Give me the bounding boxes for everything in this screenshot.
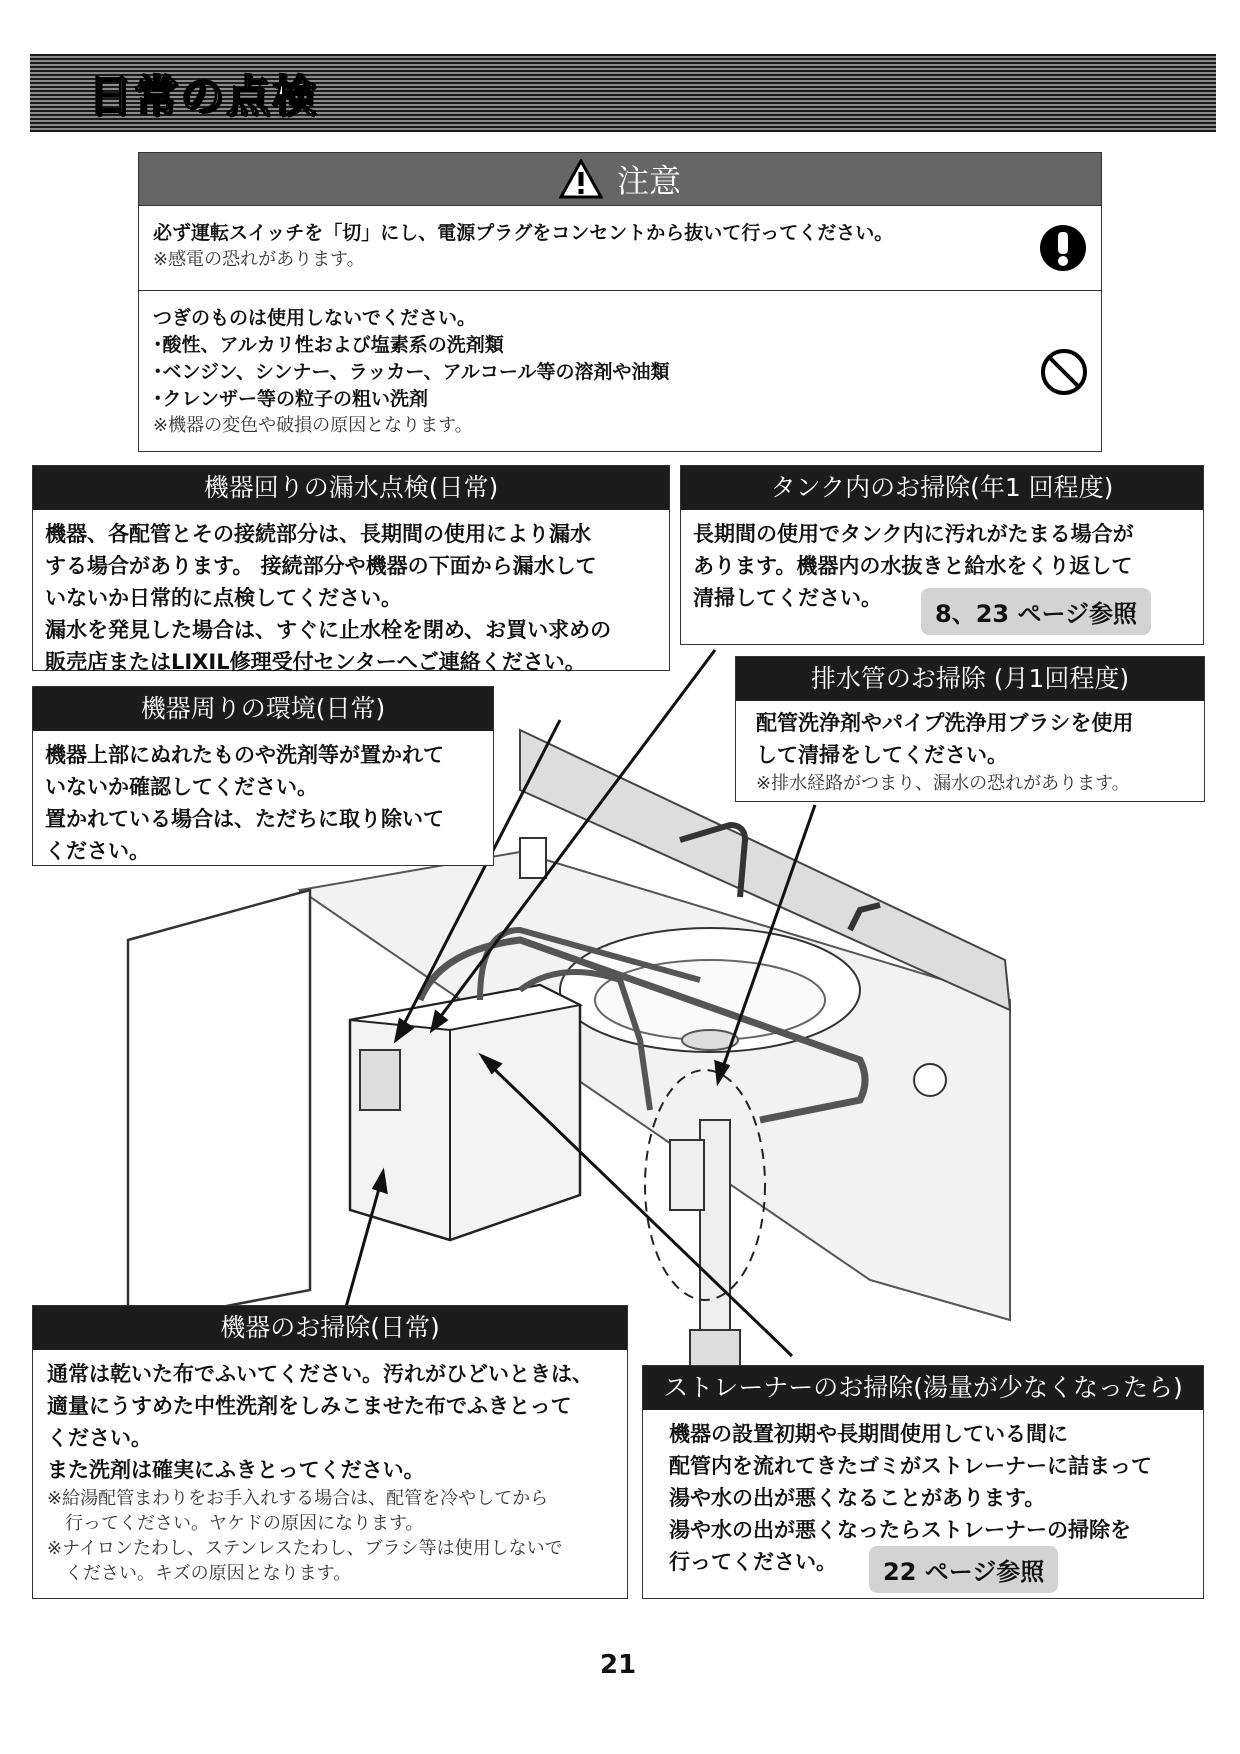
section-strainer-title: ストレーナーのお掃除(湯量が少なくなったら) (643, 1366, 1203, 1410)
section-strainer-line: 機器の設置初期や長期間使用している間に (669, 1422, 1068, 1446)
section-leak-line: 販売店またはLIXIL修理受付センターへご連絡ください。 (45, 650, 586, 674)
caution-title: 注意 (616, 162, 681, 200)
section-drain-pipe (735, 656, 1205, 802)
section-leak-line: する場合があります。 接続部分や機器の下面から漏水して (45, 554, 597, 578)
section-unit-note: 行ってください。ヤケドの原因になります。 (47, 1513, 424, 1534)
section-unit-line: 適量にうすめた中性洗剤をしみこませた布でふきとって (47, 1394, 572, 1418)
section-environment (32, 686, 494, 866)
section-unit-body (33, 1350, 627, 1594)
caution-chem-line: ･クレンザー等の粒子の粗い洗剤 (153, 388, 429, 410)
section-unit-line: また洗剤は確実にふきとってください。 (47, 1458, 425, 1482)
section-tank-cleaning (680, 465, 1204, 645)
caution-chem-note: ※機器の変色や破損の原因となります。 (153, 415, 473, 436)
caution-chem-line: ･酸性、アルカリ性および塩素系の洗剤類 (153, 334, 504, 356)
section-unit-note: ※給湯配管まわりをお手入れする場合は、配管を冷やしてから (47, 1488, 549, 1509)
section-drain-line: 配管洗浄剤やパイプ洗浄用ブラシを使用 (756, 711, 1134, 735)
section-strainer-line: 湯や水の出が悪くなることがあります。 (669, 1486, 1046, 1510)
section-unit-note: ※ナイロンたわし、ステンレスたわし、ブラシ等は使用しないで (47, 1538, 563, 1559)
section-leak-line: 機器、各配管とその接続部分は、長期間の使用により漏水 (45, 522, 591, 546)
section-tank-title: タンク内のお掃除(年1 回程度) (681, 466, 1203, 510)
section-leak-line: いないか日常的に点検してください。 (45, 586, 402, 610)
tank-page-reference[interactable]: 8、23 ページ参照 (921, 588, 1151, 635)
caution-chem-line: つぎのものは使用しないでください。 (153, 307, 477, 329)
section-strainer (642, 1365, 1204, 1599)
section-environment-line: いないか確認してください。 (45, 775, 318, 799)
section-leak-body (33, 510, 669, 686)
section-drain-line: して清掃をしてください。 (756, 743, 1008, 767)
caution-power-text: 必ず運転スイッチを「切」にし、電源プラグをコンセントから抜いて行ってください。 (153, 222, 894, 244)
section-leak-line: 漏水を発見した場合は、すぐに止水栓を閉め、お買い求めの (45, 618, 612, 642)
section-strainer-line: 配管内を流れてきたゴミがストレーナーに詰まって (669, 1454, 1152, 1478)
page-title: 日常の点検 (88, 71, 318, 122)
section-environment-body (33, 731, 493, 875)
section-unit-note: ください。キズの原因となります。 (47, 1563, 352, 1584)
caution-chem-line: ･ベンジン、シンナー、ラッカー、アルコール等の溶剤や油類 (153, 361, 670, 383)
section-tank-line: 長期間の使用でタンク内に汚れがたまる場合が (693, 522, 1134, 546)
section-tank-line: あります。機器内の水抜きと給水をくり返して (693, 554, 1133, 578)
section-environment-title: 機器周りの環境(日常) (33, 687, 493, 731)
section-drain-title: 排水管のお掃除 (月1回程度) (736, 657, 1204, 701)
section-leak-check (32, 465, 670, 674)
section-strainer-line: 行ってください。 (669, 1550, 837, 1574)
section-unit-line: ください。 (47, 1426, 152, 1450)
caution-power-note: ※感電の恐れがあります。 (153, 249, 365, 270)
section-environment-line: 置かれている場合は、ただちに取り除いて (45, 807, 444, 831)
section-environment-line: 機器上部にぬれたものや洗剤等が置かれて (45, 743, 444, 767)
section-drain-body (736, 701, 1204, 802)
section-unit-line: 通常は乾いた布でふいてください。汚れがひどいときは、 (47, 1362, 593, 1386)
strainer-page-reference[interactable]: 22 ページ参照 (869, 1546, 1058, 1593)
section-unit-cleaning (32, 1305, 628, 1599)
section-drain-note: ※排水経路がつまり、漏水の恐れがあります。 (756, 773, 1130, 794)
section-leak-title: 機器回りの漏水点検(日常) (33, 466, 669, 510)
section-unit-title: 機器のお掃除(日常) (33, 1306, 627, 1350)
section-tank-line: 清掃してください。 (693, 586, 882, 610)
page-number: 21 (600, 1650, 637, 1680)
section-strainer-line: 湯や水の出が悪くなったらストレーナーの掃除を (669, 1518, 1131, 1542)
section-environment-line: ください。 (45, 839, 150, 863)
